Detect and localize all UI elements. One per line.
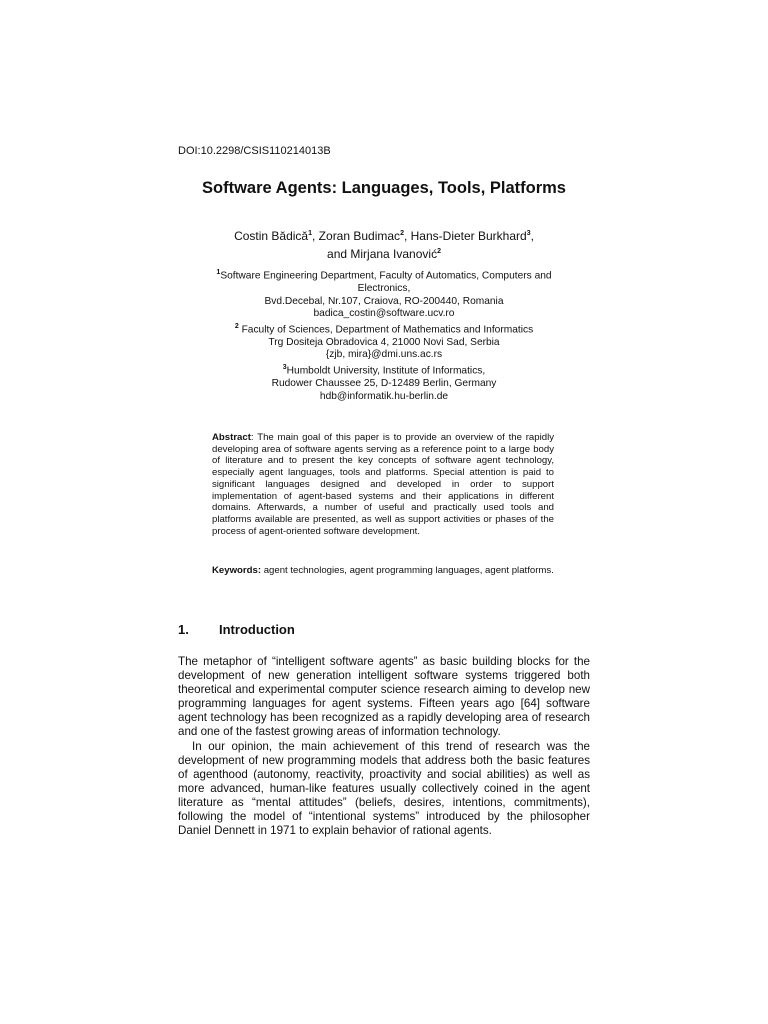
paper-title: Software Agents: Languages, Tools, Platforms bbox=[202, 179, 566, 197]
author-line-1 bbox=[0, 226, 768, 244]
abstract-text: : The main goal of this paper is to provide an overview of the rapidly developing area of software agents serving as a reference point to a large body of literature and to present the key concepts of software agent technology, especially agent languages, tools and platforms. Special attention is paid to significant languages designed and developed in order to support implementation of agent-based systems and their applications in different domains. Afterwards, a number of useful and practically used tools and platforms available are presented, as well as support activities or phases of the process of agent-oriented software development. bbox=[212, 432, 554, 537]
affiliation-1-email: badica_costin@software.ucv.ro bbox=[313, 308, 455, 320]
affiliation-2-name bbox=[200, 321, 568, 337]
author-list bbox=[0, 226, 768, 262]
doi-label: DOI:10.2298/CSIS110214013B bbox=[178, 145, 331, 157]
abstract bbox=[212, 432, 554, 537]
author-name: and Mirjana Ivanović bbox=[327, 247, 438, 261]
affiliation-3-email: hdb@informatik.hu-berlin.de bbox=[319, 390, 449, 402]
keywords bbox=[212, 565, 554, 577]
author-name: , Hans-Dieter Burkhard bbox=[403, 229, 527, 243]
section-heading-introduction bbox=[178, 622, 295, 637]
affiliation-1-name bbox=[200, 267, 568, 296]
keywords-text: agent technologies, agent programming languages, agent platforms. bbox=[261, 565, 554, 576]
section-title: Introduction bbox=[219, 622, 295, 637]
affiliation-mark: 3 bbox=[282, 363, 287, 371]
author-name: , Zoran Budimac bbox=[312, 229, 401, 243]
author-affiliation-mark: 2 bbox=[437, 248, 441, 255]
affiliations bbox=[200, 267, 568, 403]
affiliation-3-address: Rudower Chaussee 25, D-12489 Berlin, Germany bbox=[271, 377, 497, 389]
section-number: 1. bbox=[178, 622, 189, 637]
paragraph: In our opinion, the main achievement of this trend of research was the development of new programming models that address both the basic features of agenthood (autonomy, reactivity, proactivity and social abilities) as well as more advanced, human-like features usually collectively coined in the agent literature as “mental attitudes” (beliefs, desires, intentions, commitments), following the model of “intentional systems” introduced by the philosopher Daniel Dennett in 1971 to explain behavior of rational agents. bbox=[178, 739, 590, 838]
abstract-label: Abstract bbox=[212, 432, 251, 443]
keywords-label: Keywords: bbox=[212, 565, 262, 576]
author-affiliation-mark: 2 bbox=[400, 230, 404, 237]
affiliation-1-address: Bvd.Decebal, Nr.107, Craiova, RO-200440, Romania bbox=[264, 295, 504, 307]
affiliation-2-address: Trg Dositeja Obradovica 4, 21000 Novi Sad, Serbia bbox=[268, 336, 500, 348]
affiliation-text: Software Engineering Department, Faculty of Automatics, Computers and Electronics, bbox=[220, 270, 552, 294]
affiliation-3-name bbox=[200, 362, 568, 378]
author-affiliation-mark: 1 bbox=[308, 230, 313, 237]
affiliation-mark: 1 bbox=[216, 269, 221, 276]
affiliation-2-email: {zjb, mira}@dmi.uns.ac.rs bbox=[325, 349, 443, 361]
author-name: Costin Bădică bbox=[234, 229, 309, 243]
affiliation-text: Faculty of Sciences, Department of Mathematics and Informatics bbox=[238, 324, 534, 336]
author-affiliation-mark: 3 bbox=[526, 230, 531, 237]
affiliation-text: Humboldt University, Institute of Informatics, bbox=[286, 365, 486, 377]
affiliation-mark: 2 bbox=[234, 322, 239, 330]
body-text bbox=[178, 655, 590, 838]
author-separator: , bbox=[530, 229, 534, 243]
author-line-2 bbox=[0, 244, 768, 262]
paragraph: The metaphor of “intelligent software agents” as basic building blocks for the development of new generation intelligent software systems triggered both theoretical and experimental computer science research aiming to develop new programming languages for agent systems. Fifteen years ago [64] software agent technology has been recognized as a rapidly developing area of research and one of the fastest growing areas of information technology. bbox=[178, 655, 590, 739]
